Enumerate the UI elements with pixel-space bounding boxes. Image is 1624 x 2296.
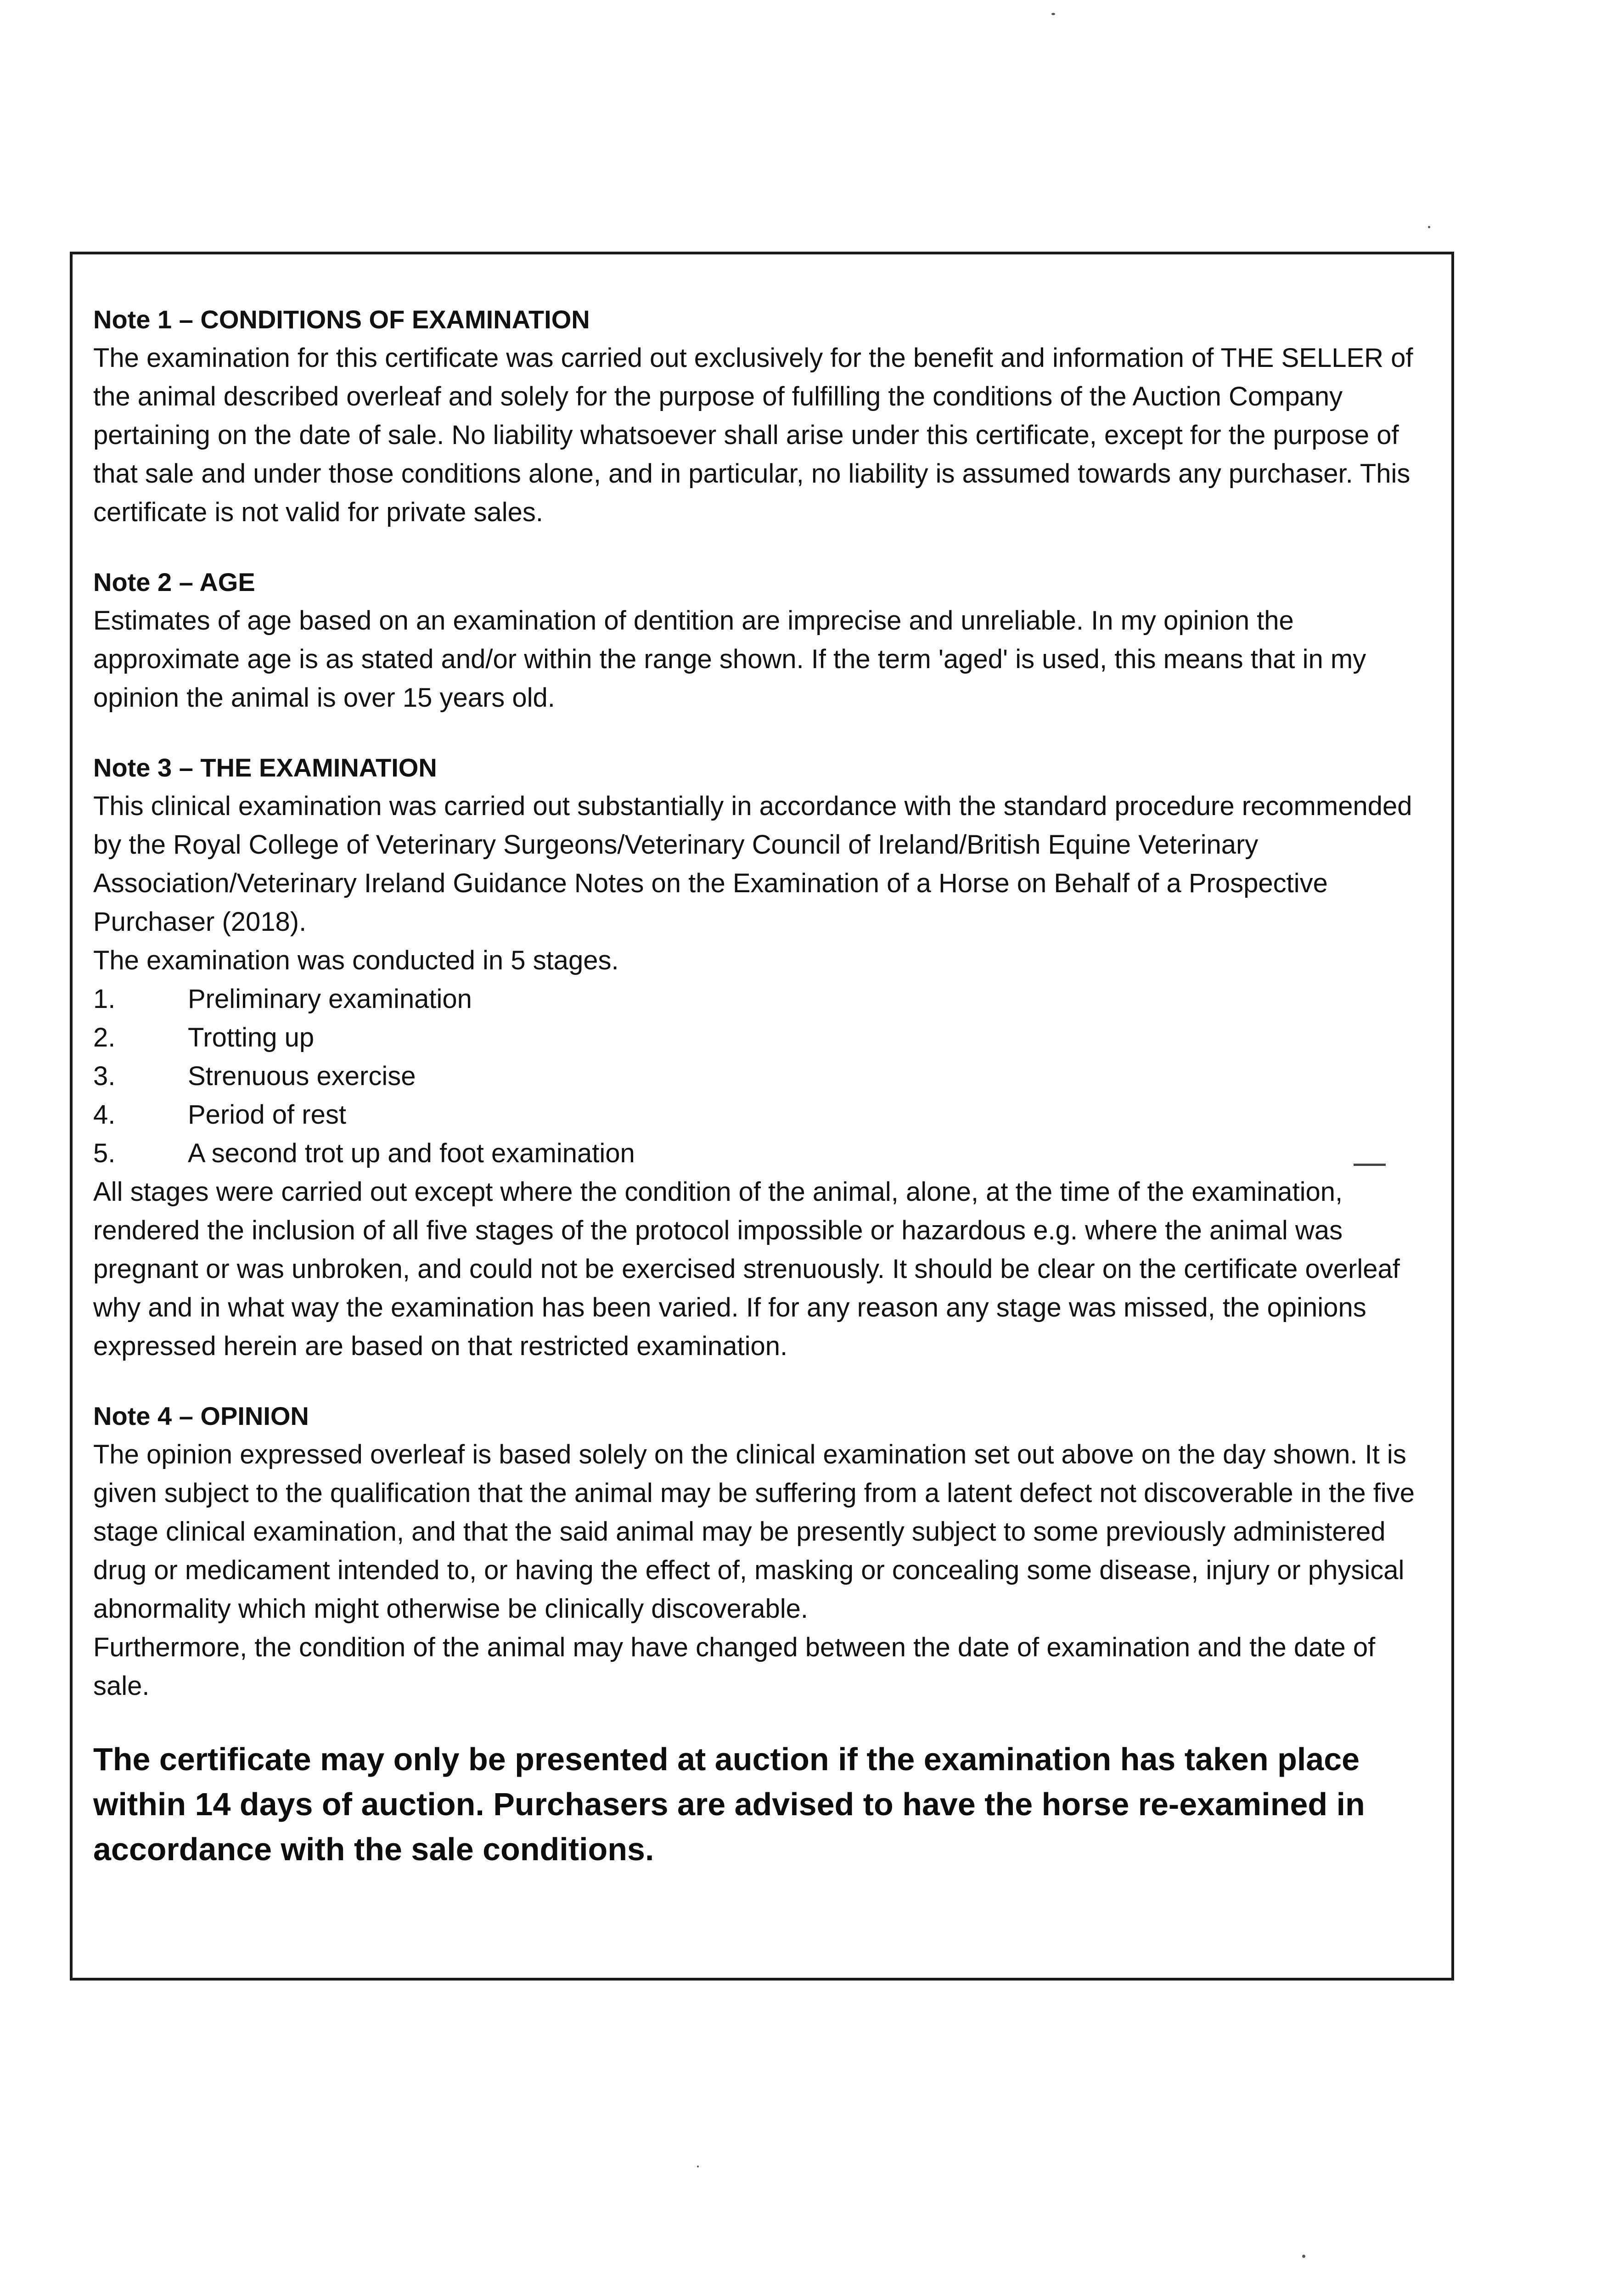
note-4-title: Note 4 – OPINION [93,1401,309,1430]
note-age [93,563,1424,717]
note-3-closing: All stages were carried out except where the condition of the animal, alone, at the time of the examination, rendered the inclusion of all five stages of the protocol impossible or hazardous e.g. where the animal was pregnant or was unbroken, and could not be exercised strenuously. It should be clear on the certificate overleaf why and in what way the examination has been varied. If for any reason any stage was missed, the opinions expressed herein are based on that restricted examination. [93,1177,1400,1361]
stage-label: Strenuous exercise [188,1061,416,1091]
note-1-title: Note 1 – CONDITIONS OF EXAMINATION [93,305,590,334]
stage-number: 3. [93,1061,116,1091]
stage-number: 4. [93,1100,116,1130]
note-opinion [93,1397,1424,1705]
stage-label: Trotting up [188,1023,315,1052]
scan-speck [697,2166,699,2167]
stage-item [93,1096,1424,1134]
scan-speck [1302,2255,1305,2258]
stage-number: 5. [93,1138,116,1168]
scan-speck [1428,226,1430,228]
stage-number: 1. [93,984,116,1014]
note-4-body: The opinion expressed overleaf is based solely on the clinical examination set out above on the day shown. It is given subject to the qualification that the animal may be suffering from a latent defect not discoverable in the five stage clinical examination, and that the said animal may be presently subject to some previously administered drug or medicament intended to, or having the effect of, masking or concealing some disease, injury or physical abnormality which might otherwise be clinically discoverable. [93,1440,1415,1624]
stage-item [93,1057,1424,1096]
stage-label: Preliminary examination [188,984,472,1014]
examination-stages-list [93,980,1424,1173]
note-the-examination [93,748,1424,1366]
stage-item [93,1019,1424,1057]
scan-speck [1051,13,1055,15]
stage-number: 2. [93,1023,116,1052]
scan-dash-mark [1354,1164,1386,1166]
stage-item [93,1134,1424,1173]
note-3-intro: This clinical examination was carried out substantially in accordance with the standard procedure recommended by the Royal College of Veterinary Surgeons/Veterinary Council of Ireland/British Equine Veterinary Association/Veterinary Ireland Guidance Notes on the Examination of a Horse on Behalf of a Prospective Purchaser (2018). [93,791,1412,937]
stage-label: A second trot up and foot examination [188,1138,635,1168]
stage-label: Period of rest [188,1100,346,1130]
note-3-title: Note 3 – THE EXAMINATION [93,753,437,782]
note-2-body: Estimates of age based on an examination of dentition are imprecise and unreliable. In my opinion the approximate age is as stated and/or within the range shown. If the term 'aged' is used, this means that in my opinion the animal is over 15 years old. [93,606,1366,713]
note-4-furthermore: Furthermore, the condition of the animal may have changed between the date of examination and the date of sale. [93,1632,1376,1701]
note-1-body: The examination for this certificate was carried out exclusively for the benefit and information of THE SELLER of the animal described overleaf and solely for the purpose of fulfilling the conditions of the Auction Company pertaining on the date of sale. No liability whatsoever shall arise under this certificate, except for the purpose of that sale and under those conditions alone, and in particular, no liability is assumed towards any purchaser. This certificate is not valid for private sales. [93,343,1413,527]
note-3-stages-intro: The examination was conducted in 5 stages. [93,945,619,975]
note-2-title: Note 2 – AGE [93,568,255,597]
note-conditions-of-examination [93,300,1424,532]
auction-validity-statement: The certificate may only be presented at auction if the examination has taken place within 14 days of auction. Purchasers are advised to have the horse re-examined in accordance with the sale conditions. [93,1741,1365,1867]
stage-item [93,980,1424,1019]
conditions-notes-box [70,252,1454,1981]
